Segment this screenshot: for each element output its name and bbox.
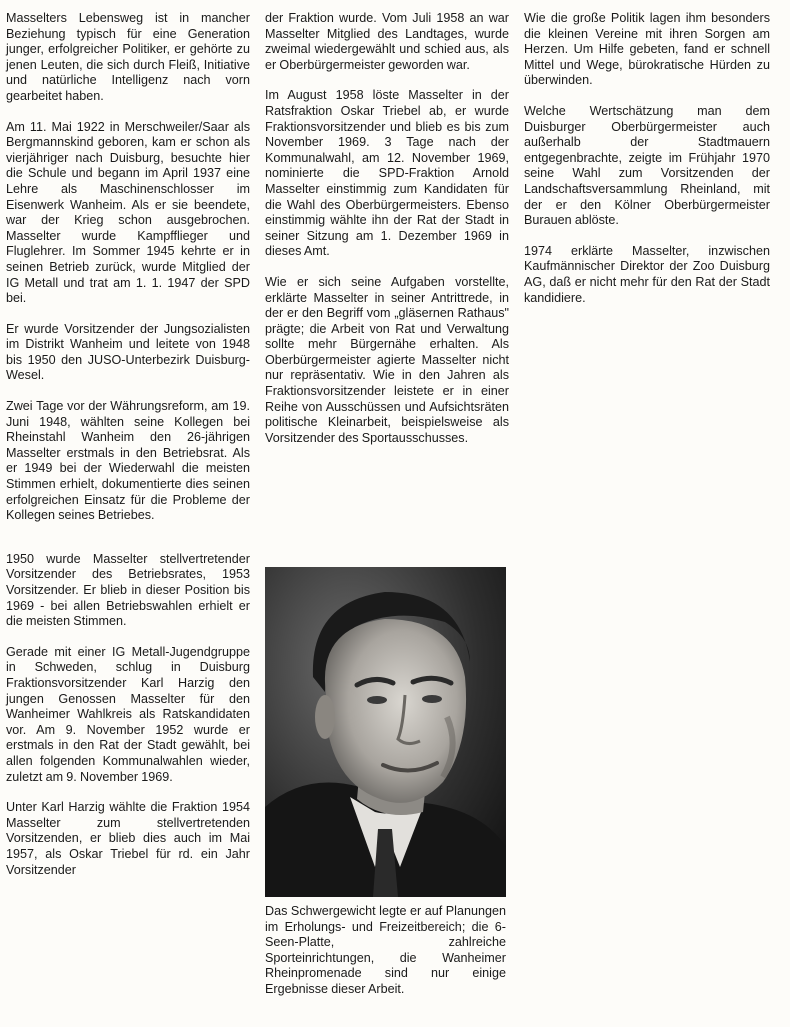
paragraph: 1950 wurde Masselter stellvertretender Vorsitzender des Betriebsrates, 1953 Vorsitzender. Er blieb in dieser Position bis 1969 - bei allen Betriebswahlen erhielt er die meisten Stimmen. bbox=[6, 551, 250, 629]
paragraph: Wie er sich seine Aufgaben vorstellte, erklärte Masselter in seiner Antrittrede, in der er den Begriff vom „gläsernen Rathaus" prägte; die Arbeit von Rat und Verwaltung sollte mehr Bürgernähe erhalten. Als Oberbürgermeister agierte Masselter nicht nur repräsentativ. Wie in den Jahren als Fraktionsvorsitzender leistete er in einer Reihe von Ausschüssen und Aufsichtsräten politische Kleinarbeit, beispielsweise als Vorsitzender des Sportausschusses. bbox=[265, 274, 509, 445]
photo-caption: Das Schwergewicht legte er auf Planungen im Erholungs- und Freizeitbereich; die 6-Seen-Platte, zahlreiche Sporteinrichtungen, die Wanheimer Rheinpromenade sind nur einige Ergebnisse dieser Arbeit. bbox=[265, 904, 506, 996]
paragraph: Er wurde Vorsitzender der Jungsozialisten im Distrikt Wanheim und leitete von 1948 bis 1950 den JUSO-Unterbezirk Duisburg-Wesel. bbox=[6, 321, 250, 383]
text-column-1 bbox=[6, 11, 250, 893]
portrait-photo bbox=[265, 567, 506, 897]
paragraph: Masselters Lebensweg ist in mancher Beziehung typisch für eine Generation junger, erfolgreicher Politiker, er gehörte zu jenen Leuten, die sich durch Fleiß, Initiative und natürliche Intelligenz nach vorn gearbeitet haben. bbox=[6, 11, 250, 103]
paragraph: der Fraktion wurde. Vom Juli 1958 an war Masselter Mitglied des Landtages, wurde zweimal wiedergewählt und schied aus, als er Oberbürgermeister geworden war. bbox=[265, 11, 509, 72]
paragraph: Zwei Tage vor der Währungsreform, am 19. Juni 1948, wählten seine Kollegen bei Rheinstahl Wanheim den 26-jährigen Masselter erstmals in den Betriebsrat. Als er 1949 bei der Wiederwahl die meisten Stimmen erhielt, dokumentierte dies seinen erfolgreichen Einsatz für die Probleme der Kollegen seines Betriebes. bbox=[6, 399, 250, 523]
paragraph: 1974 erklärte Masselter, inzwischen Kaufmännischer Direktor der Zoo Duisburg AG, daß er nicht mehr für den Rat der Stadt kandidiere. bbox=[524, 243, 770, 305]
paragraph: Im August 1958 löste Masselter in der Ratsfraktion Oskar Triebel ab, er wurde Fraktionsvorsitzender und blieb es bis zum November 1969. 3 Tage nach der Kommunalwahl, am 12. November 1969, nominierte die SPD-Fraktion Arnold Masselter einstimmig zum Kandidaten für die Wahl des Oberbürgermeisters. Ebenso einstimmig wählte ihn der Rat der Stadt in seiner Sitzung am 1. Dezember 1969 in dieses Amt. bbox=[265, 88, 509, 259]
paragraph: Gerade mit einer IG Metall-Jugendgruppe in Schweden, schlug in Duisburg Fraktionsvorsitzender Karl Harzig den jungen Genossen Masselter für den Wanheimer Wahlkreis als Ratskandidaten vor. Am 9. November 1952 wurde er erstmals in den Rat der Stadt gewählt, bei allen folgenden Kommunalwahlen wieder, zuletzt am 9. November 1969. bbox=[6, 644, 250, 784]
paragraph: Welche Wertschätzung man dem Duisburger Oberbürgermeister auch außerhalb der Stadtmauern entgegenbrachte, zeigte im Frühjahr 1970 seine Wahl zum Vorsitzenden der Landschaftsversammlung Rheinland, mit der er den Kölner Oberbürgermeister Burauen ablöste. bbox=[524, 103, 770, 228]
text-column-2 bbox=[265, 11, 509, 461]
paragraph: Unter Karl Harzig wählte die Fraktion 1954 Masselter zum stellvertretenden Vorsitzenden, er blieb dies auch im Mai 1957, als Oskar Triebel für rd. ein Jahr Vorsitzender bbox=[6, 800, 250, 877]
paragraph: Wie die große Politik lagen ihm besonders die kleinen Vereine mit ihren Sorgen am Herzen. Um Hilfe gebeten, fand er schnell Mittel und Wege, bürokratische Hürden zu überwinden. bbox=[524, 11, 770, 88]
portrait-illustration bbox=[265, 567, 506, 897]
text-column-3 bbox=[524, 11, 770, 321]
paragraph: Am 11. Mai 1922 in Merschweiler/Saar als Bergmannskind geboren, kam er schon als vierjähriger nach Duisburg, besuchte hier die Schule und begann im April 1937 eine Lehre als Maschinenschlosser im Eisenwerk Wanheim. Als er sie beendete, war der Krieg schon ausgebrochen. Masselter wurde Kampfflieger und Fluglehrer. Im Sommer 1945 kehrte er in seinen Betrieb zurück, wurde Mitglied der IG Metall und trat am 1. 1. 1947 der SPD bei. bbox=[6, 119, 250, 306]
